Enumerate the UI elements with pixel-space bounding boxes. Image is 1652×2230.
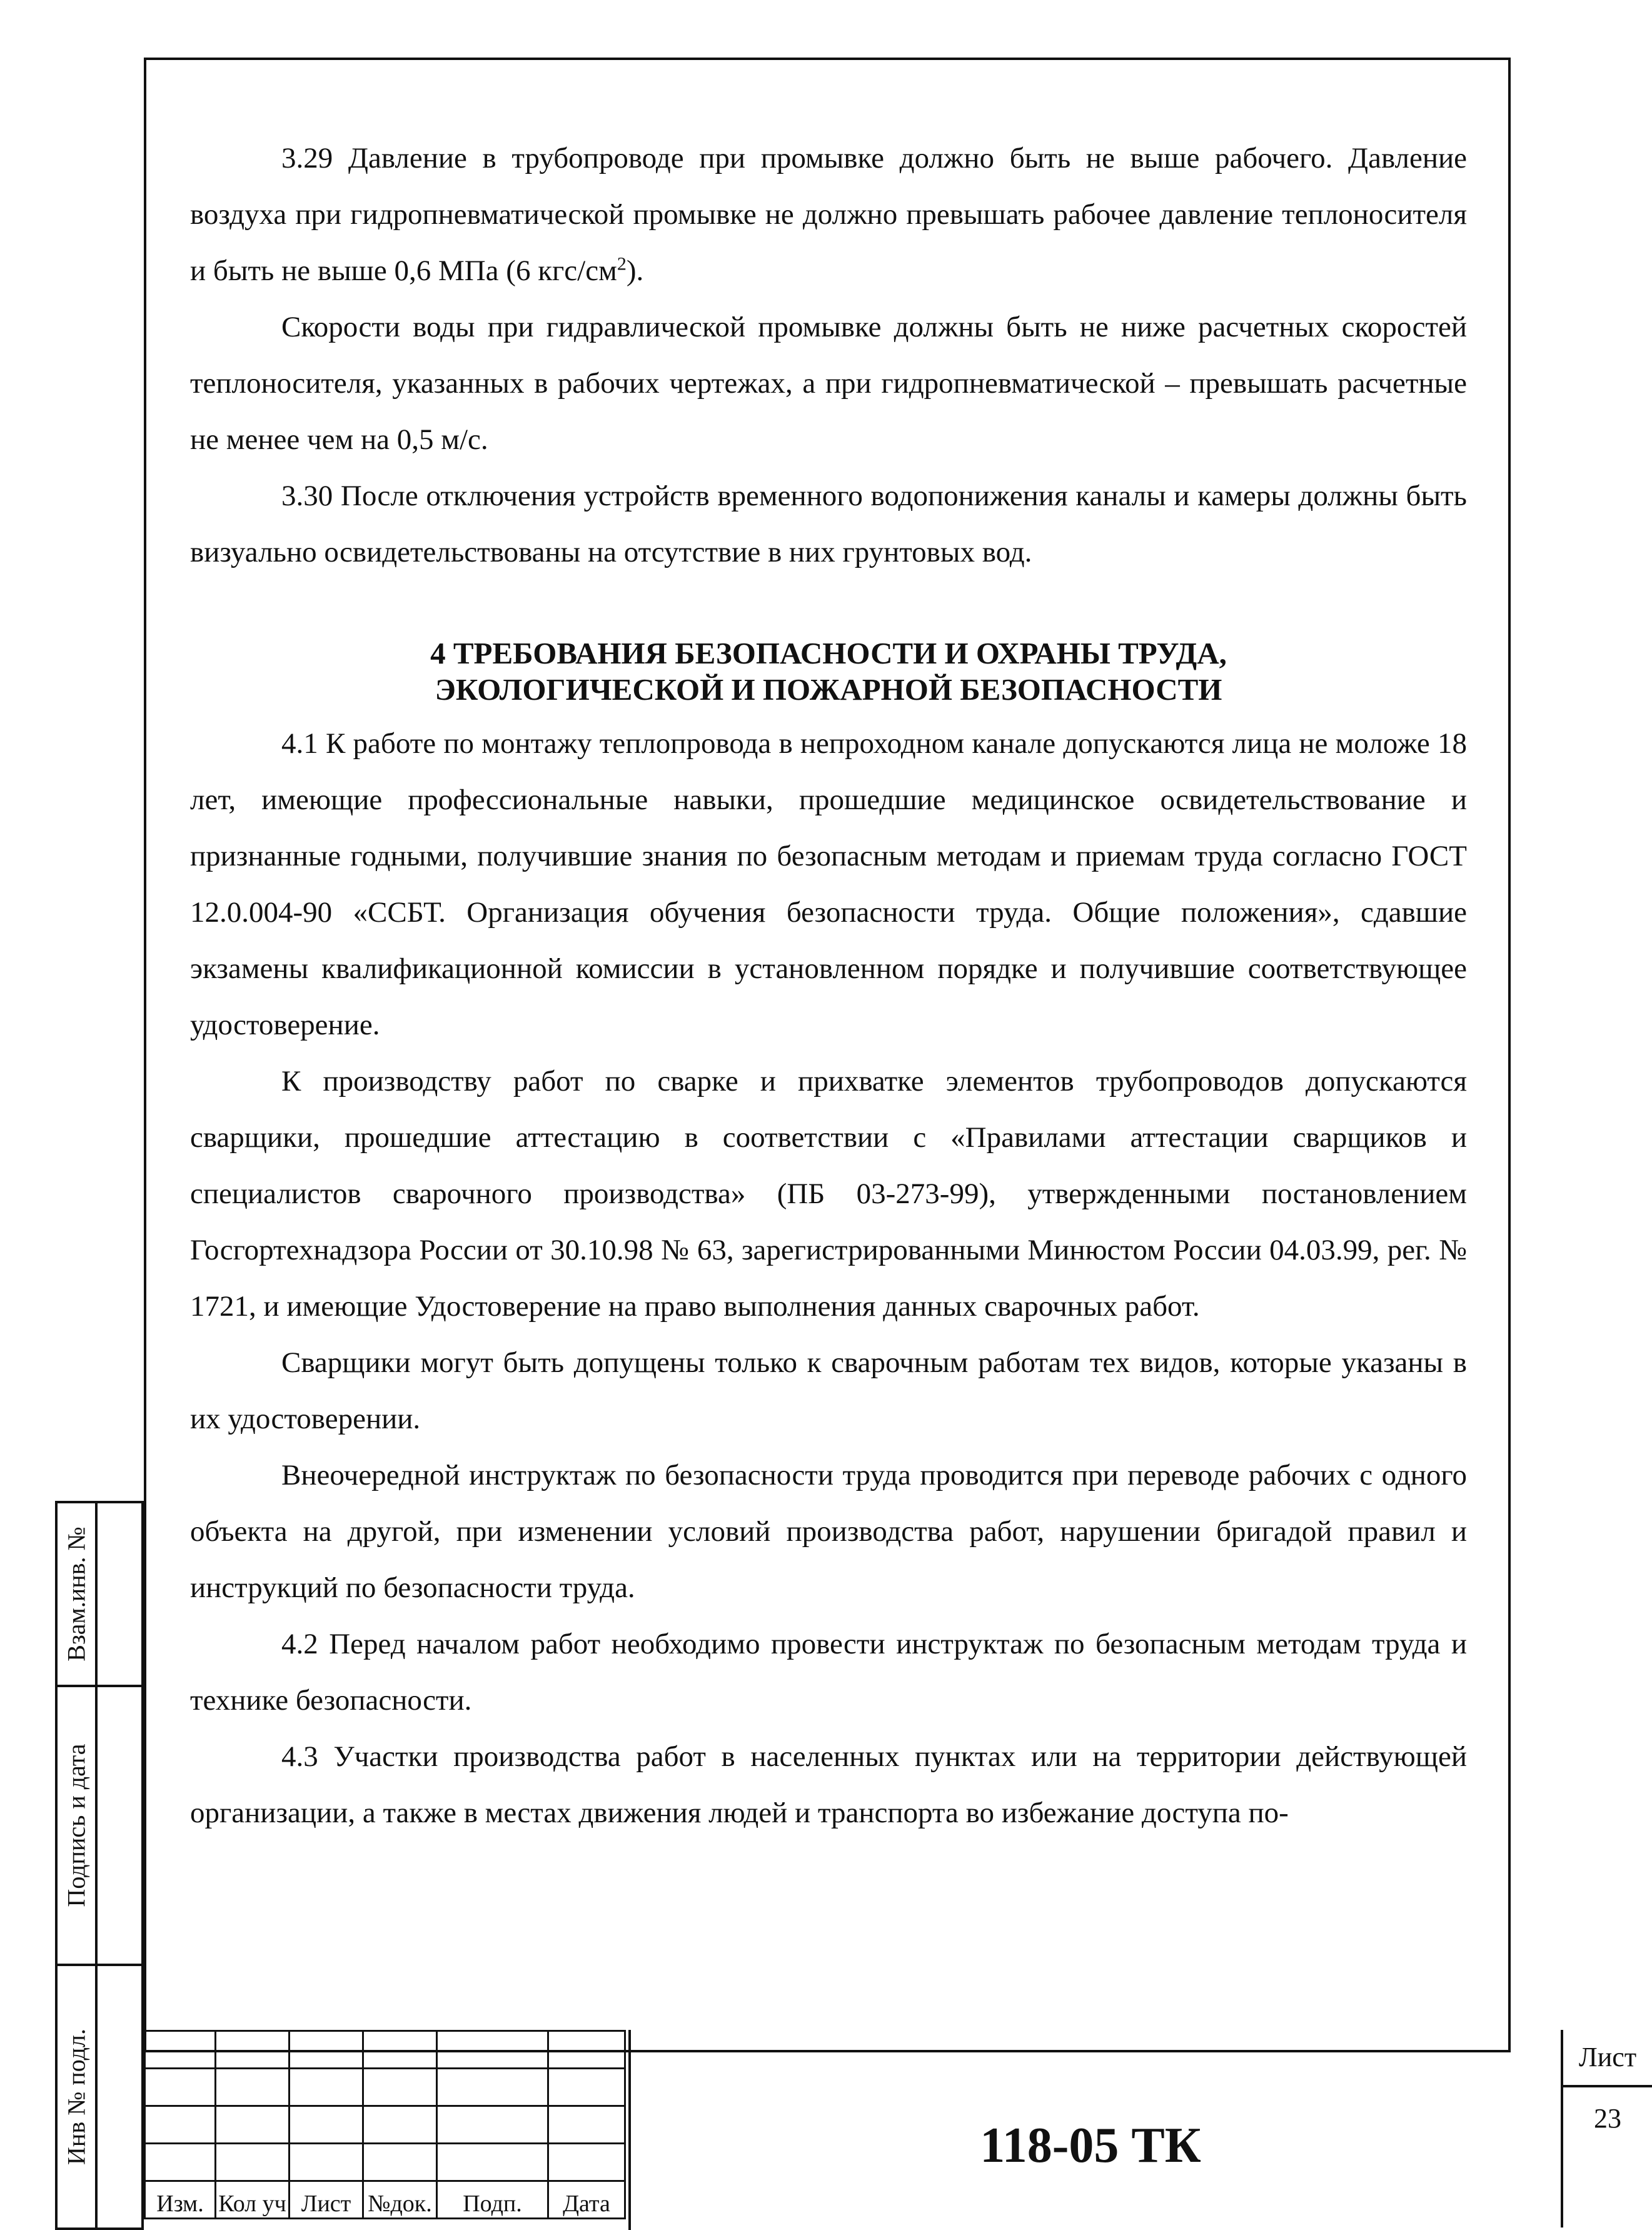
col-podp: Подп.: [437, 2181, 548, 2219]
col-list: Лист: [290, 2181, 363, 2219]
stamp-signature-date: [55, 1685, 144, 1966]
document-body: [190, 130, 1467, 1841]
revision-table: [144, 2030, 626, 2219]
paragraph-welding-admission: К производству работ по сварке и прихватке элементов трубопроводов допускаются сварщики, прошедшие аттестацию в соответствии с «Правилами аттестации сварщиков и специалистов сварочного производства» (ПБ 03-273-99), утвержденными постановлением Госгортехнадзора России от 30.10.98 № 63, зарегистрированными Минюстом России 04.03.99, рег. № 1721, и имеющие Удостоверение на право выполнения данных сварочных работ.: [190, 1065, 1467, 1323]
paragraph-3-29: 3.29 Давление в трубопроводе при промывке должно быть не выше рабочего. Давление воздуха при гидропневматической промывке не должно превышать рабочее давление теплоносителя и быть не выше 0,6 МПа (6 кгс/$см^2$).: [190, 142, 1467, 287]
paragraph-welders-scope: Сварщики могут быть допущены только к сварочным работам тех видов, которые указаны в их удостоверении.: [190, 1346, 1467, 1435]
stamp-label-vzam: Взам.инв. №: [62, 1526, 91, 1662]
title-block: [144, 2030, 1637, 2230]
stamp-original-inv: [55, 1964, 144, 2230]
paragraph-4-3: 4.3 Участки производства работ в населенных пунктах или на территории действующей организации, а также в местах движения людей и транспорта во избежание доступа по-: [190, 1740, 1467, 1829]
col-kol-uch: Кол уч: [216, 2181, 290, 2219]
col-data: Дата: [548, 2181, 625, 2219]
sheet-box: [1561, 2030, 1652, 2227]
stamp-label-podpis: Подпись и дата: [62, 1743, 91, 1907]
section-heading: [190, 635, 1467, 708]
heading-line-2: ЭКОЛОГИЧЕСКОЙ И ПОЖАРНОЙ БЕЗОПАСНОСТИ: [435, 672, 1222, 707]
paragraph-4-2: 4.2 Перед началом работ необходимо провести инструктаж по безопасным методам труда и технике безопасности.: [190, 1628, 1467, 1717]
superscript: 2: [617, 253, 627, 275]
stamp-label-inv: Инв № подл.: [62, 2029, 91, 2165]
paragraph-extra-briefing: Внеочередной инструктаж по безопасности труда проводится при переводе рабочих с одного объекта на другой, при изменении условий производства работ, нарушении бригадой правил и инструкций по безопасности труда.: [190, 1459, 1467, 1604]
col-ndok: №док.: [363, 2181, 437, 2219]
stamp-replacement-inv: [55, 1501, 144, 1687]
paragraph-water-speed: Скорости воды при гидравлической промывке должны быть не ниже расчетных скоростей теплоносителя, указанных в рабочих чертежах, а при гидропневматической – превышать расчетные не менее чем на 0,5 м/с.: [190, 311, 1467, 456]
paragraph-3-30: 3.30 После отключения устройств временного водопонижения каналы и камеры должны быть визуально освидетельствованы на отсутствие в них грунтовых вод.: [190, 480, 1467, 568]
document-code: 118-05 ТК: [980, 2118, 1201, 2173]
sheet-label: Лист: [1563, 2030, 1652, 2087]
col-izm: Изм.: [145, 2181, 216, 2219]
paragraph-4-1: 4.1 К работе по монтажу теплопровода в непроходном канале допускаются лица не моложе 18 лет, имеющие профессиональные навыки, прошедшие медицинское освидетельствование и признанные годными, получившие знания по безопасным методам и приемам труда согласно ГОСТ 12.0.004-90 «ССБТ. Организация обучения безопасности труда. Общие положения», сдавшие экзамены квалификационной комиссии в установленном порядке и получившие соответствующее удостоверение.: [190, 727, 1467, 1041]
heading-line-1: 4 ТРЕБОВАНИЯ БЕЗОПАСНОСТИ И ОХРАНЫ ТРУДА,: [430, 636, 1227, 670]
sheet-number: 23: [1594, 2103, 1621, 2134]
